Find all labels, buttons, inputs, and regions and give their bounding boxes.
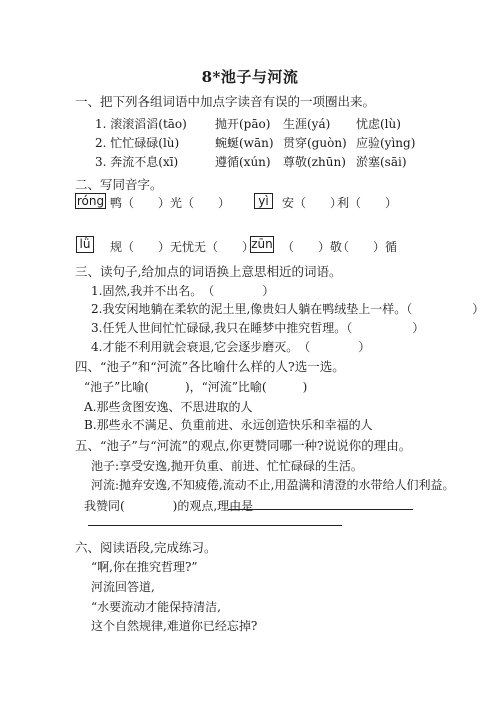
q4-option-a: A.那些贪图安逸、不思进取的人 <box>84 400 253 414</box>
q1-row1-word1: 1. 滚滚滔滔(tāo) <box>95 117 187 131</box>
q2-row2-word1: 规（ ） <box>110 240 171 254</box>
q4-fill-line: “池子”比喻( )，“河流”比喻( ) <box>84 380 308 394</box>
q1-row1-word4: 忧虑(lù) <box>356 117 401 131</box>
q1-row2-word1: 2. 忙忙碌碌(lù) <box>95 136 180 150</box>
q1-row3-word4: 淤塞(sāi) <box>356 155 407 169</box>
q3-item-4: 4.才能不利用就会衰退,它会逐步磨灭。 （ ） <box>91 340 371 354</box>
q3-heading: 三、读句子,给加点的词语换上意思相近的词语。 <box>75 264 342 279</box>
q6-line-2: 河流回答道, <box>91 580 155 594</box>
q5-pond-view: 池子:享受安逸,抛开负重、前进、忙忙碌碌的生活。 <box>91 459 363 473</box>
q2-row2-word2: 无忧无（ ） <box>170 240 255 254</box>
q3-item-3: 3.任凭人世间忙忙碌碌,我只在睡梦中推究哲理。（ ） <box>91 321 425 335</box>
q1-row3-word3: 尊敬(zhūn) <box>283 155 346 169</box>
q4-option-b: B.那些永不满足、负重前进、永远创造快乐和幸福的人 <box>84 418 373 432</box>
q6-line-3: “水要流动才能保持清洁, <box>91 600 221 614</box>
q6-heading: 六、阅读语段,完成练习。 <box>75 540 217 555</box>
q4-heading: 四、“池子”和“河流”各比喻什么样的人?选一选。 <box>75 359 345 374</box>
q2-row1-word3: 安（ ） <box>282 196 343 210</box>
q1-row3-word2: 遵循(xún) <box>215 155 271 169</box>
q5-heading: 五、“池子”与“河流”的观点,你更赞同哪一种?说说你的理由。 <box>75 438 412 453</box>
q6-line-1: “啊,你在推究哲理?” <box>91 560 198 574</box>
pinyin-box-lv: lǜ <box>76 236 94 253</box>
answer-line-1[interactable] <box>228 509 413 510</box>
q1-row2-word4: 应验(yìng) <box>356 136 416 150</box>
q2-row1-word4: 利（ ） <box>337 196 398 210</box>
q1-row2-word3: 贯穿(guòn) <box>283 136 347 150</box>
q1-row1-word2: 抛开(pāo) <box>215 117 271 131</box>
q2-row1-word1: 鸭（ ） <box>110 196 171 210</box>
q2-row2-word3: （ ）敬 <box>282 240 343 254</box>
q5-answer-prompt: 我赞同( )的观点,理由是 <box>84 499 254 513</box>
q2-heading: 二、写同音字。 <box>75 177 163 192</box>
q2-row2-word4: （ ）循 <box>337 240 398 254</box>
page-title: 8*池子与河流 <box>201 68 299 86</box>
pinyin-box-yi: yì <box>254 193 273 209</box>
q1-heading: 一、把下列各组词语中加点字读音有误的一项圈出来。 <box>75 94 376 109</box>
pinyin-box-rong: róng <box>76 194 105 208</box>
q1-row2-word2: 蜿蜒(wān) <box>215 136 274 150</box>
q2-row1-word2: 光（ ） <box>170 196 231 210</box>
answer-line-2[interactable] <box>88 525 342 526</box>
q6-line-4: 这个自然规律,难道你已经忘掉? <box>91 619 258 633</box>
q1-row1-word3: 生涯(yá) <box>283 117 331 131</box>
q1-row3-word1: 3. 奔流不息(xī) <box>95 155 179 169</box>
pinyin-box-zun: zūn <box>251 237 273 251</box>
q5-river-view: 河流:抛弃安逸,不知疲倦,流动不止,用盈满和清澄的水带给人们利益。 <box>91 478 455 492</box>
q3-item-1: 1.固然,我并不出名。 （ ） <box>91 284 275 298</box>
q3-item-2: 2.我安闲地躺在柔软的泥土里,像贵妇人躺在鸭绒垫上一样。（ ） <box>91 302 485 316</box>
